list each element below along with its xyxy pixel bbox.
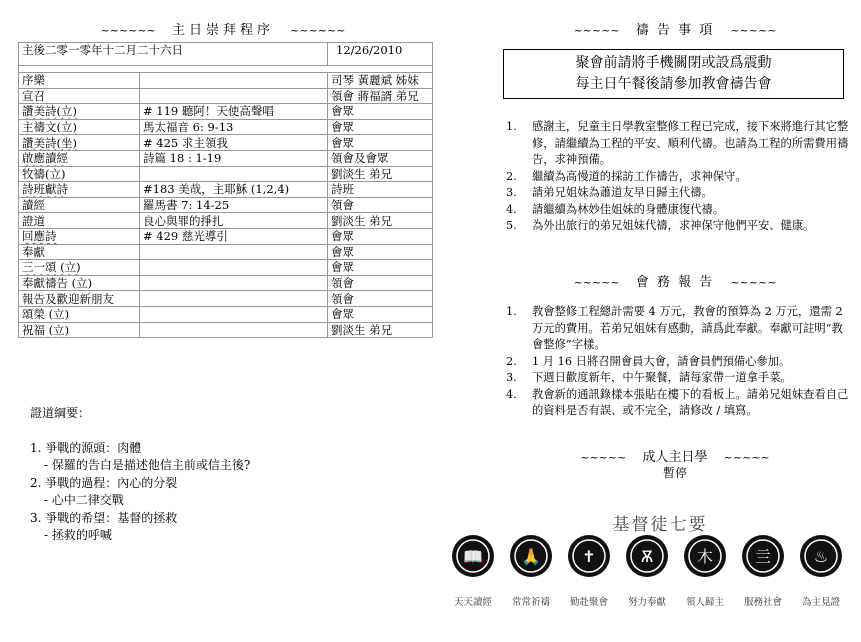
service-item: 三一頌 (立) xyxy=(19,260,140,276)
witness-icon xyxy=(800,535,842,577)
list-item xyxy=(502,185,850,202)
item-number: 2. xyxy=(506,169,517,183)
service-row xyxy=(19,166,433,182)
seven-label: 努力奉獻 xyxy=(627,597,666,608)
service-person: 會眾 xyxy=(328,260,433,276)
outline-point-3 xyxy=(30,510,250,528)
list-item xyxy=(502,354,850,371)
item-text: 繼續為高慢道的採訪工作禱告，求神保守。 xyxy=(532,169,747,183)
outline-number: 2. xyxy=(30,475,42,490)
service-detail xyxy=(140,166,328,182)
outline-text: 爭戰的源頭：肉體 xyxy=(45,440,142,455)
table-spacer xyxy=(19,66,433,73)
item-text: 教會整修工程總計需要 4 万元，教會的預算為 2 万元，還需 2 万元的費用。若弟兄姐妹有感動，請爲此奉獻。奉獻可註明“教會整修”字樣。 xyxy=(532,305,843,351)
outline-sub-3: - 拯救的呼喊 xyxy=(44,528,112,542)
service-item: 序樂 xyxy=(19,73,140,89)
svg-text:木: 木 xyxy=(696,547,714,566)
worship-icon xyxy=(568,535,610,577)
seven-label: 為主見證 xyxy=(801,597,840,608)
service-item: 牧禱(立) xyxy=(19,166,140,182)
service-person: 領會 蔣福諝 弟兄 xyxy=(328,88,433,104)
list-item xyxy=(502,218,850,235)
service-date-cn: 主後二零一零年十二月二十六日 xyxy=(19,43,328,66)
item-text: 下週日歡度新年，中午聚餐，請每家帶一道拿手菜。 xyxy=(532,371,792,384)
svg-text:📖: 📖 xyxy=(463,547,483,566)
service-item: 頌榮 (立) xyxy=(19,306,140,322)
service-item: 讚美詩(立) xyxy=(19,104,140,120)
evangelism-icon xyxy=(684,535,726,577)
phone-notice-box xyxy=(503,49,844,99)
service-person: 會眾 xyxy=(328,135,433,151)
item-number: 1. xyxy=(506,120,517,133)
list-item xyxy=(502,202,850,219)
service-item: 奉獻禱告 (立) xyxy=(19,275,140,291)
wave-ornament-right: ~~~~~ xyxy=(723,451,770,464)
service-date: 12/26/2010 xyxy=(328,43,433,66)
service-item: 主禱文(立) xyxy=(19,119,140,135)
outline-sub-1: - 保羅的告白是描述他信主前或信主後? xyxy=(44,458,251,472)
service-row xyxy=(19,197,433,213)
bible-reading-icon xyxy=(452,535,494,577)
service-item: 奉獻 xyxy=(19,244,140,260)
order-of-service-table xyxy=(18,42,433,338)
service-row xyxy=(19,213,433,229)
svg-text:🙏: 🙏 xyxy=(521,547,541,566)
item-number: 1. xyxy=(506,305,517,318)
service-detail: # 119 聽阿！天使高聲唱 xyxy=(140,104,328,120)
notice-line-1: 聚會前請將手機關閉或設爲震動 xyxy=(575,55,772,71)
wave-ornament-left: ~~~~~~ xyxy=(100,24,156,37)
service-person: 領會 xyxy=(328,291,433,307)
service-person: 會眾 xyxy=(328,244,433,260)
item-number: 3. xyxy=(506,371,517,384)
outline-sub-2: - 心中二律交戰 xyxy=(44,493,124,507)
service-item: 詩班獻詩 xyxy=(19,182,140,198)
outline-point-1 xyxy=(30,440,250,458)
service-detail xyxy=(140,244,328,260)
service-person: 領會 xyxy=(328,275,433,291)
svg-text:Ѫ: Ѫ xyxy=(640,547,654,566)
service-item: 證道 xyxy=(19,213,140,229)
list-item xyxy=(502,370,850,387)
seven-label: 服務社會 xyxy=(743,597,782,608)
service-detail: # 429 慈光導引 xyxy=(140,228,328,244)
service-person: 領會及會眾 xyxy=(328,150,433,166)
notice-line-2: 每主日午餐後請參加教會禱告會 xyxy=(575,76,772,92)
service-item: 回應詩 xyxy=(19,228,140,244)
service-detail: # 425 求主領我 xyxy=(140,135,328,151)
service-row xyxy=(19,182,433,198)
service-person: 會眾 xyxy=(328,119,433,135)
service-detail xyxy=(140,260,328,276)
wave-ornament-right: ~~~~~~ xyxy=(290,24,346,37)
item-text: 為外出旅行的弟兄姐妹代禱，求神保守他們平安、健康。 xyxy=(532,219,815,232)
service-row xyxy=(19,119,433,135)
seven-label: 勤赴聚會 xyxy=(569,597,608,608)
wave-ornament-left: ~~~~~ xyxy=(580,451,627,464)
service-row xyxy=(19,135,433,151)
svg-text:♨: ♨ xyxy=(813,547,829,566)
outline-text: 爭戰的希望：基督的拯救 xyxy=(45,510,178,525)
seven-label: 領人歸主 xyxy=(685,597,724,608)
service-row xyxy=(19,73,433,89)
service-rows xyxy=(19,73,433,338)
service-row xyxy=(19,244,433,260)
service-person: 劉淡生 弟兄 xyxy=(328,213,433,229)
list-item xyxy=(502,304,850,354)
service-item: 啟應讀經 xyxy=(19,150,140,166)
item-number: 2. xyxy=(506,354,517,368)
item-text: 教會新的通訊錄樣本張貼在樓下的看板上。請弟兄姐妹查看自己的資料是否有誤、或不完全，請修改 / 填寫。 xyxy=(532,387,849,417)
service-detail: 詩篇 18 : 1-19 xyxy=(140,150,328,166)
wave-ornament-right: ~~~~~ xyxy=(730,24,777,37)
offering-icon xyxy=(626,535,668,577)
order-of-service-title: 主日崇拜程序 xyxy=(171,23,274,38)
item-number: 3. xyxy=(506,186,517,199)
adult-school-title: 成人主日學 xyxy=(642,450,708,465)
service-row xyxy=(19,150,433,166)
sermon-outline-title: 證道綱要： xyxy=(30,406,91,420)
service-detail: #183 美哉，主耶穌 (1,2,4) xyxy=(140,182,328,198)
seven-label: 常常祈禱 xyxy=(511,597,550,608)
service-row xyxy=(19,104,433,120)
list-item xyxy=(502,387,850,420)
list-item xyxy=(502,119,850,169)
service-person: 會眾 xyxy=(328,104,433,120)
outline-text: 爭戰的過程：內心的分裂 xyxy=(45,475,178,490)
service-item: 讚美詩(坐) xyxy=(19,135,140,151)
adult-school-status: 暫停 xyxy=(662,466,687,480)
service-detail xyxy=(140,275,328,291)
service-row xyxy=(19,260,433,276)
prayer-title: 禱 告 事 項 xyxy=(635,23,715,38)
order-of-service-header xyxy=(78,19,368,38)
service-detail: 良心與罪的掙扎 xyxy=(140,213,328,229)
item-number: 5. xyxy=(506,219,517,232)
service-person: 會眾 xyxy=(328,228,433,244)
item-number: 4. xyxy=(506,387,517,401)
prayer-header xyxy=(515,19,835,38)
list-item xyxy=(502,169,850,186)
svg-text:亖: 亖 xyxy=(754,547,772,566)
service-person: 詩班 xyxy=(328,182,433,198)
church-affairs-header xyxy=(515,271,835,290)
service-person: 領會 xyxy=(328,197,433,213)
item-number: 4. xyxy=(506,202,517,216)
outline-point-2 xyxy=(30,475,250,493)
service-detail xyxy=(140,291,328,307)
adult-school-header xyxy=(515,446,835,465)
service-detail xyxy=(140,73,328,89)
service-row xyxy=(19,228,433,244)
church-affairs-title: 會 務 報 告 xyxy=(635,275,715,290)
service-detail xyxy=(140,88,328,104)
service-row xyxy=(19,275,433,291)
outline-number: 3. xyxy=(30,510,42,525)
service-detail xyxy=(140,322,328,338)
sermon-outline xyxy=(30,405,250,545)
service-icon xyxy=(742,535,784,577)
service-detail xyxy=(140,306,328,322)
service-item: 祝福 (立) xyxy=(19,322,140,338)
service-person: 司琴 黃麗斌 姊妹 xyxy=(328,73,433,89)
service-detail: 羅馬書 7: 14-25 xyxy=(140,197,328,213)
service-item: 宣召 xyxy=(19,88,140,104)
church-affairs-list xyxy=(502,304,850,420)
service-person: 劉淡生 弟兄 xyxy=(328,322,433,338)
svg-text:✝: ✝ xyxy=(582,547,596,566)
service-person: 劉淡生 弟兄 xyxy=(328,166,433,182)
service-item: 報告及歡迎新朋友 xyxy=(19,291,140,307)
service-row xyxy=(19,88,433,104)
service-row xyxy=(19,322,433,338)
prayer-icon xyxy=(510,535,552,577)
seven-label: 天天讀經 xyxy=(453,597,492,608)
service-detail: 馬太福音 6: 9-13 xyxy=(140,119,328,135)
wave-ornament-right: ~~~~~ xyxy=(730,276,777,289)
wave-ornament-left: ~~~~~ xyxy=(573,276,620,289)
item-text: 感謝主，兒童主日學教室整修工程已完成，接下來將進行其它整修，請繼續為工程的平安、順利代禱。也請為工程的所需費用禱告，求神預備。 xyxy=(532,120,849,166)
item-text: 請弟兄姐妹為蕭道友早日歸主代禱。 xyxy=(532,186,713,199)
item-text: 請繼續為林妙佳姐妹的身體康復代禱。 xyxy=(532,202,725,216)
service-item: 讀經 xyxy=(19,197,140,213)
service-person: 會眾 xyxy=(328,306,433,322)
service-row xyxy=(19,291,433,307)
outline-number: 1. xyxy=(30,440,42,455)
item-text: 1 月 16 日將召開會員大會，請會員們預備心參加。 xyxy=(532,354,791,368)
prayer-list xyxy=(502,119,850,235)
service-row xyxy=(19,306,433,322)
wave-ornament-left: ~~~~~ xyxy=(573,24,620,37)
seven-title: 基督徒七要 xyxy=(612,515,708,535)
